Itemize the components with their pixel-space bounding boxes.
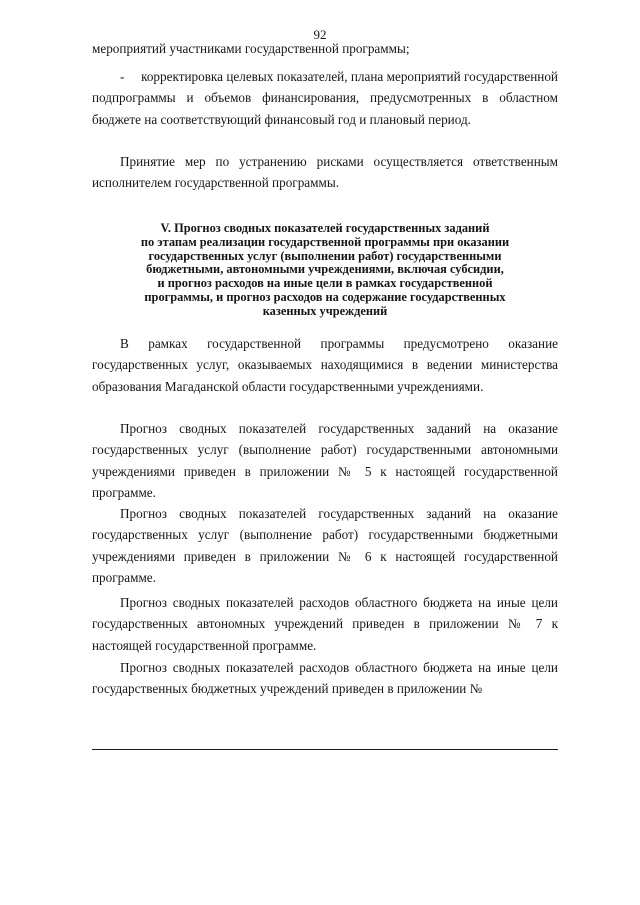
paragraph-appendix-6: Прогноз сводных показателей государственных заданий на оказание государственных услуг (выполнение работ) государственными бюджетными учреждениями приведен в приложении № 6 к настоящей государственной программе. [92,506,558,585]
paragraph-continuation: мероприятий участниками государственной программы; [92,41,410,56]
paragraph-risk-measures: Принятие мер по устранению рисками осуществляется ответственным исполнителем государственной программы. [92,154,558,191]
paragraph-state-services: В рамках государственной программы предусмотрено оказание государственных услуг, оказываемых находящимися в ведении министерства образования Магаданской области государственными учреждениями. [92,336,558,394]
section-heading-line: по этапам реализации государственной программы при оказании [140,234,510,249]
paragraph-list-item: - корректировка целевых показателей, плана мероприятий государственной подпрограммы и объемов финансирования, предусмотренных в областном бюджете на соответствующий финансовый год и плановый период. [92,69,558,127]
page-number: 92 [313,27,327,42]
section-heading-line: государственных услуг (выполнении работ) государственными [148,248,502,263]
paragraph-appendix-5: Прогноз сводных показателей государственных заданий на оказание государственных услуг (выполнение работ) государственными автономными учреждениями приведен в приложении № 5 к настоящей государственной программе. [92,421,558,500]
paragraph-appendix-next: Прогноз сводных показателей расходов областного бюджета на иные цели государственных бюджетных учреждений приведен в приложении № [92,660,558,697]
section-heading [92,222,558,319]
footer-rule [92,749,558,750]
section-heading-line: бюджетными, автономными учреждениями, включая субсидии, [146,262,504,277]
section-heading-line: программы, и прогноз расходов на содержание государственных [144,289,506,304]
section-heading-line: и прогноз расходов на иные цели в рамках государственной [157,276,493,291]
section-heading-line: V. Прогноз сводных показателей государственных заданий [160,221,490,235]
paragraph-appendix-7: Прогноз сводных показателей расходов областного бюджета на иные цели государственных автономных учреждений приведен в приложении № 7 к настоящей государственной программе. [92,595,558,653]
section-heading-line: казенных учреждений [262,303,388,318]
